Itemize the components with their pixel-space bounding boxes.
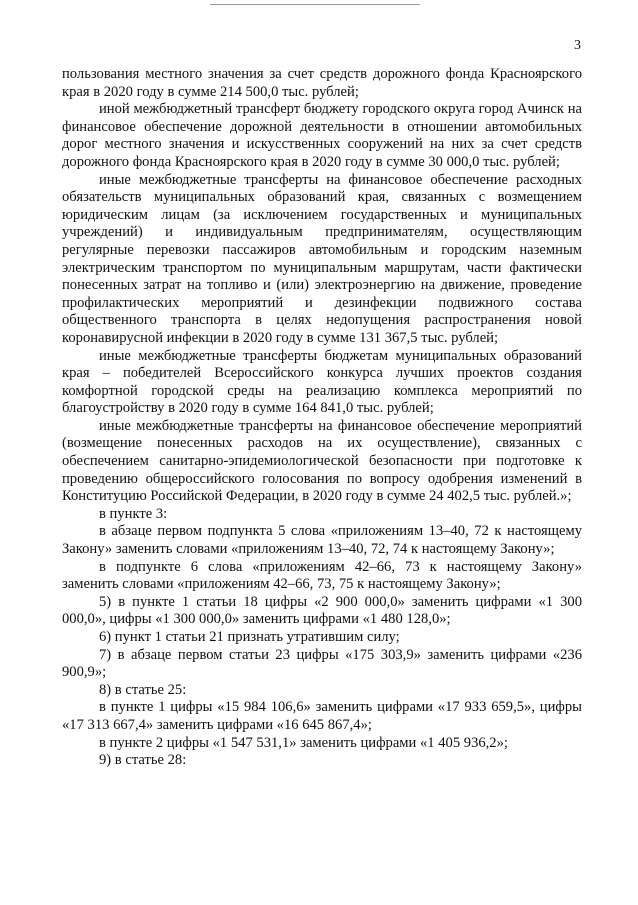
top-rule bbox=[210, 0, 420, 5]
paragraph: в подпункте 6 слова «приложениям 42–66, 73 к настоящему Закону» заменить словами «приложениям 42–66, 73, 75 к настоящему Закону»; bbox=[62, 558, 582, 593]
paragraph: в абзаце первом подпункта 5 слова «приложениям 13–40, 72 к настоящему Закону» заменить словами «приложениям 13–40, 72, 74 к настоящему Закону»; bbox=[62, 523, 582, 558]
paragraph: в пункте 3: bbox=[99, 505, 168, 522]
paragraph: 5) в пункте 1 статьи 18 цифры «2 900 000,0» заменить цифрами «1 300 000,0», цифры «1 300 000,0» заменить цифрами «1 480 128,0»; bbox=[62, 593, 582, 628]
paragraph: 8) в статье 25: bbox=[99, 681, 187, 698]
paragraph: иные межбюджетные трансферты на финансовое обеспечение мероприятий (возмещение понесенных расходов на их осуществление), связанных с обеспечением санитарно-эпидемиологической безопасности при подготовке к проведению общероссийского голосования по вопросу одобрения изменений в Конституцию Российской Федерации, в 2020 году в сумме 24 402,5 тыс. рублей.»; bbox=[62, 417, 582, 505]
page-number: 3 bbox=[574, 38, 581, 53]
document-body bbox=[62, 66, 582, 770]
paragraph: в пункте 1 цифры «15 984 106,6» заменить цифрами «17 933 659,5», цифры «17 313 667,4» заменить цифрами «16 645 867,4»; bbox=[62, 699, 582, 733]
paragraph: 6) пункт 1 статьи 21 признать утратившим силу; bbox=[99, 629, 400, 645]
paragraph: 7) в абзаце первом статьи 23 цифры «175 303,9» заменить цифрами «236 900,9»; bbox=[62, 646, 582, 681]
paragraph: иные межбюджетные трансферты бюджетам муниципальных образований края – победителей Всероссийского конкурса лучших проектов создания комфортной городской среды на реализацию комплекса мероприятий по благоустройству в 2020 году в сумме 164 841,0 тыс. рублей; bbox=[62, 347, 582, 417]
paragraph: в пункте 2 цифры «1 547 531,1» заменить цифрами «1 405 936,2»; bbox=[99, 734, 508, 751]
paragraph: 9) в статье 28: bbox=[99, 752, 187, 769]
paragraph: иные межбюджетные трансферты на финансовое обеспечение расходных обязательств муниципальных образований края, связанных с возмещением юридическим лицам (за исключением государственных и муниципальных учреждений) и индивидуальным предпринимателям, осуществляющим регулярные перевозки пассажиров автомобильным и городским наземным электрическим транспортом по муниципальным маршрутам, части фактически понесенных затрат на топливо и (или) электроэнергию на движение, проведение профилактических мероприятий и дезинфекции подвижного состава общественного транспорта в целях недопущения распространения новой коронавирусной инфекции в 2020 году в сумме 131 367,5 тыс. рублей; bbox=[62, 171, 582, 346]
paragraph: пользования местного значения за счет средств дорожного фонда Красноярского края в 2020 году в сумме 214 500,0 тыс. рублей; bbox=[62, 66, 582, 100]
paragraph: иной межбюджетный трансферт бюджету городского округа город Ачинск на финансовое обеспечение дорожной деятельности в отношении автомобильных дорог местного значения и искусственных сооружений на них за счет средств дорожного фонда Красноярского края в 2020 году в сумме 30 000,0 тыс. рублей; bbox=[62, 101, 582, 170]
